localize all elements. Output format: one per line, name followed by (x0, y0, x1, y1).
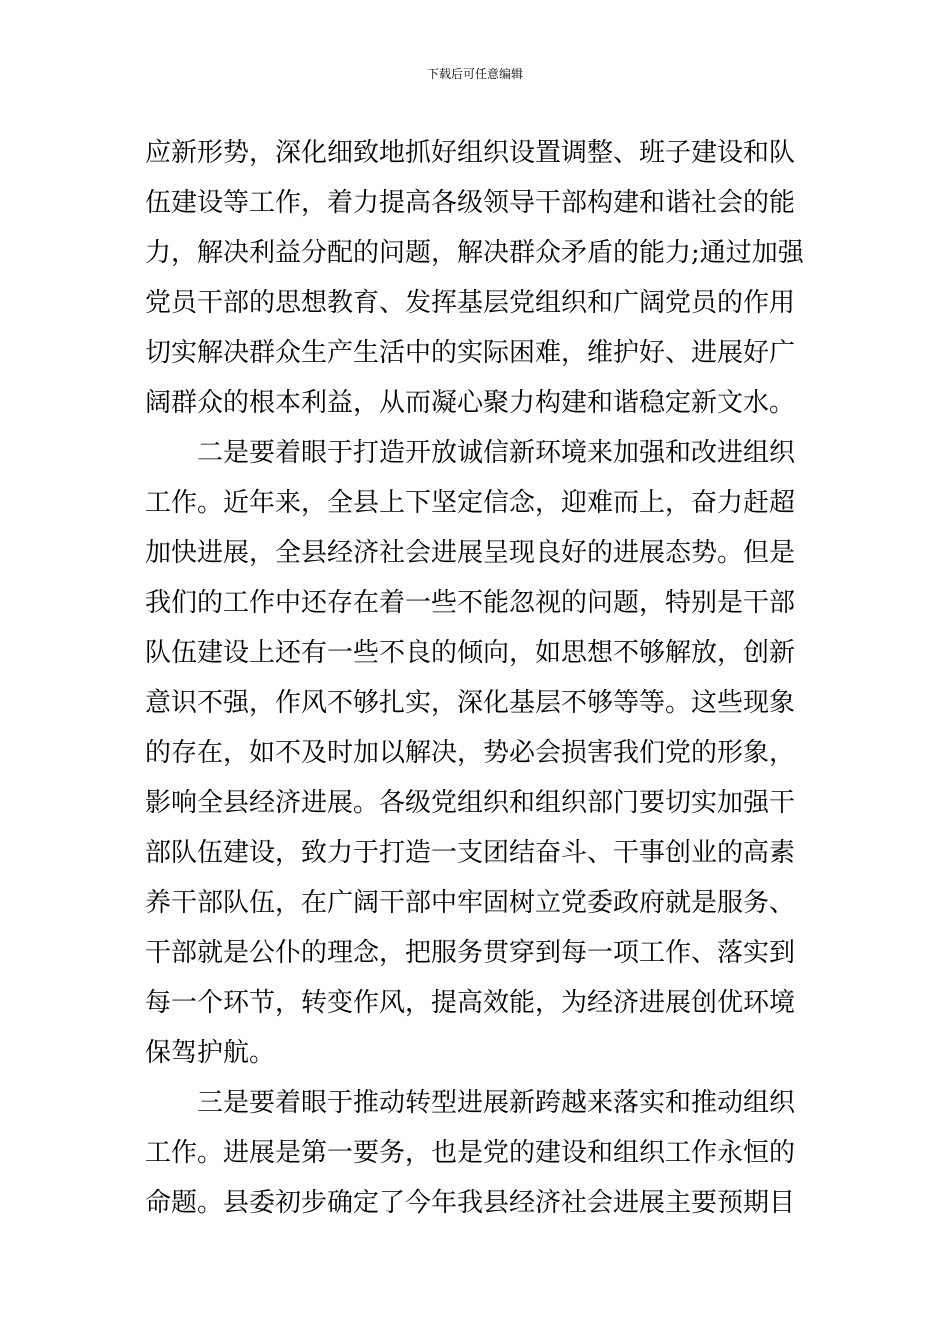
text-line: 干部就是公仆的理念，把服务贯穿到每一项工作、落实到 (145, 938, 796, 968)
text-line: 每一个环节，转变作风，提高效能，为经济进展创优环境 (145, 988, 796, 1018)
text-line: 影响全县经济进展。各级党组织和组织部门要切实加强干 (145, 788, 796, 818)
text-line: 养干部队伍，在广阔干部中牢固树立党委政府就是服务、 (145, 888, 796, 918)
text-line: 伍建设等工作，着力提高各级领导干部构建和谐社会的能 (145, 188, 796, 218)
text-line: 阔群众的根本利益，从而凝心聚力构建和谐稳定新文水。 (145, 388, 796, 418)
text-line: 命题。县委初步确定了今年我县经济社会进展主要预期目 (145, 1188, 796, 1218)
text-line: 工作。进展是第一要务，也是党的建设和组织工作永恒的 (145, 1138, 796, 1168)
text-line: 队伍建设上还有一些不良的倾向，如思想不够解放，创新 (145, 638, 796, 668)
text-line: 二是要着眼于打造开放诚信新环境来加强和改进组织 (197, 438, 796, 468)
text-line: 部队伍建设，致力于打造一支团结奋斗、干事创业的高素 (145, 838, 796, 868)
text-line: 我们的工作中还存在着一些不能忽视的问题，特别是干部 (145, 588, 796, 618)
text-line: 加快进展，全县经济社会进展呈现良好的进展态势。但是 (145, 538, 796, 568)
text-line: 工作。近年来，全县上下坚定信念，迎难而上，奋力赶超 (145, 488, 796, 518)
text-line: 意识不强，作风不够扎实，深化基层不够等等。这些现象 (145, 688, 796, 718)
text-line: 党员干部的思想教育、发挥基层党组织和广阔党员的作用 (145, 288, 796, 318)
text-line: 力，解决利益分配的问题，解决群众矛盾的能力;通过加强 (145, 238, 804, 268)
text-line: 的存在，如不及时加以解决，势必会损害我们党的形象， (145, 738, 796, 768)
text-line: 切实解决群众生产生活中的实际困难，维护好、进展好广 (145, 338, 796, 368)
page-header: 下载后可任意编辑 (426, 67, 523, 81)
text-line: 应新形势，深化细致地抓好组织设置调整、班子建设和队 (145, 138, 796, 168)
text-line: 三是要着眼于推动转型进展新跨越来落实和推动组织 (197, 1088, 796, 1118)
text-line: 保驾护航。 (145, 1038, 276, 1068)
